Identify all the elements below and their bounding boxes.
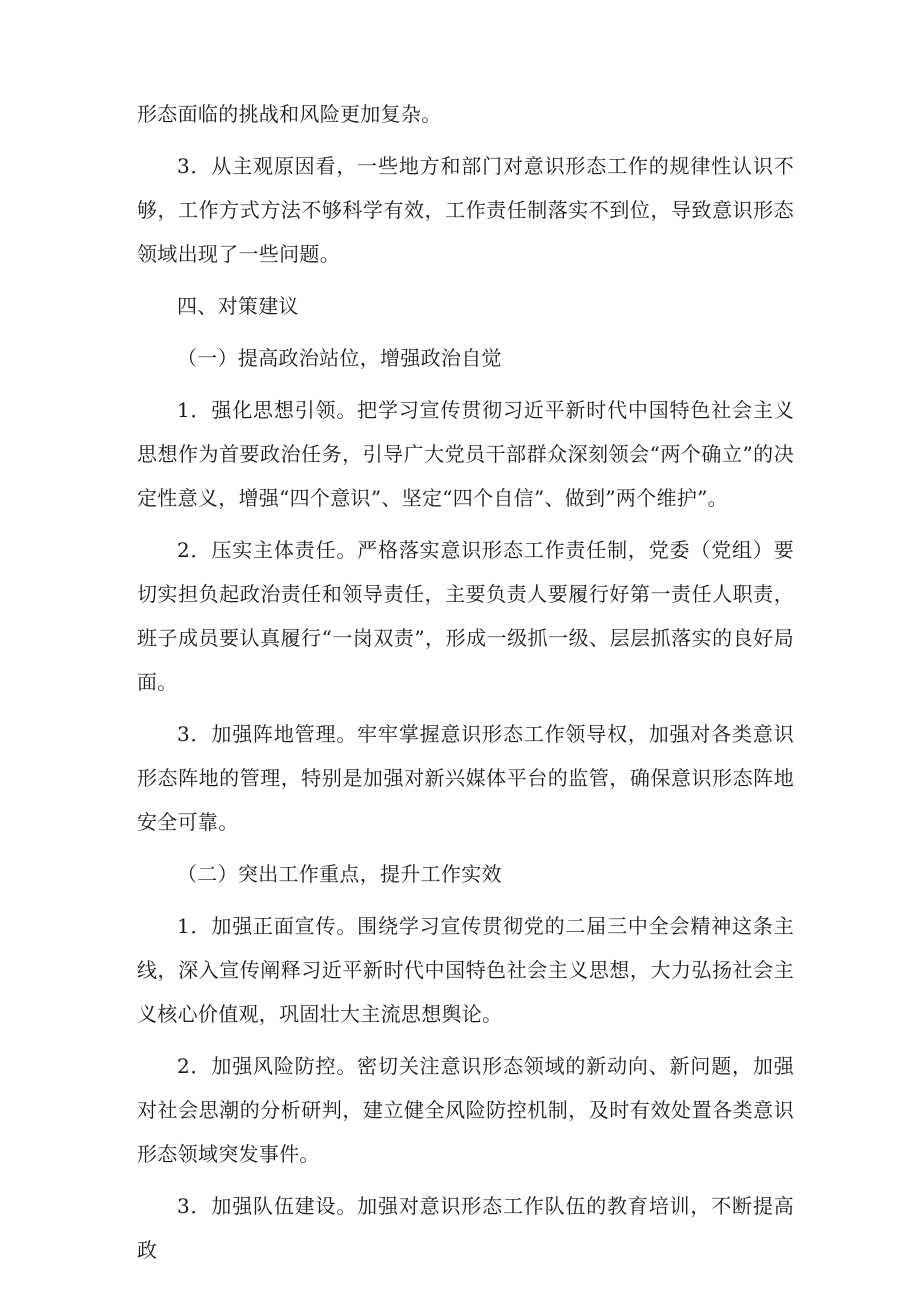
subheading-work-priorities: （二）突出工作重点，提升工作实效 xyxy=(177,862,502,886)
paragraph-continuation: 形态面临的挑战和风险更加复杂。 xyxy=(137,102,442,126)
subheading-political-standing: （一）提高政治站位，增强政治自觉 xyxy=(177,346,502,370)
paragraph-risk-control: 2．加强风险防控。密切关注意识形态领域的新动向、新问题，加强对社会思潮的分析研判，建立健全风险防控机制，及时有效处置各类意识形态领域突发事件。 xyxy=(137,1054,794,1166)
document-body xyxy=(137,92,794,1280)
paragraph-positive-publicity: 1．加强正面宣传。围绕学习宣传贯彻党的二届三中全会精神这条主线，深入宣传阐释习近平新时代中国特色社会主义思想，大力弘扬社会主义核心价值观，巩固壮大主流思想舆论。 xyxy=(137,914,794,1026)
section-heading-recommendations: 四、对策建议 xyxy=(177,294,299,318)
paragraph-position-management: 3．加强阵地管理。牢牢掌握意识形态工作领导权，加强对各类意识形态阵地的管理，特别是加强对新兴媒体平台的监管，确保意识形态阵地安全可靠。 xyxy=(137,722,794,834)
paragraph-main-responsibility: 2．压实主体责任。严格落实意识形态工作责任制，党委（党组）要切实担负起政治责任和领导责任，主要负责人要履行好第一责任人职责，班子成员要认真履行“一岗双责”，形成一级抓一级、层层抓落实的良好局面。 xyxy=(137,538,794,694)
paragraph-team-building: 3．加强队伍建设。加强对意识形态工作队伍的教育培训，不断提高政 xyxy=(137,1194,794,1262)
paragraph-ideological-guidance: 1．强化思想引领。把学习宣传贯彻习近平新时代中国特色社会主义思想作为首要政治任务，引导广大党员干部群众深刻领会“两个确立”的决定性意义，增强“四个意识”、坚定“四个自信”、做到”两个维护”。 xyxy=(137,398,794,510)
paragraph-subjective-causes: 3．从主观原因看，一些地方和部门对意识形态工作的规律性认识不够，工作方式方法不够科学有效，工作责任制落实不到位，导致意识形态领域出现了一些问题。 xyxy=(137,154,794,266)
